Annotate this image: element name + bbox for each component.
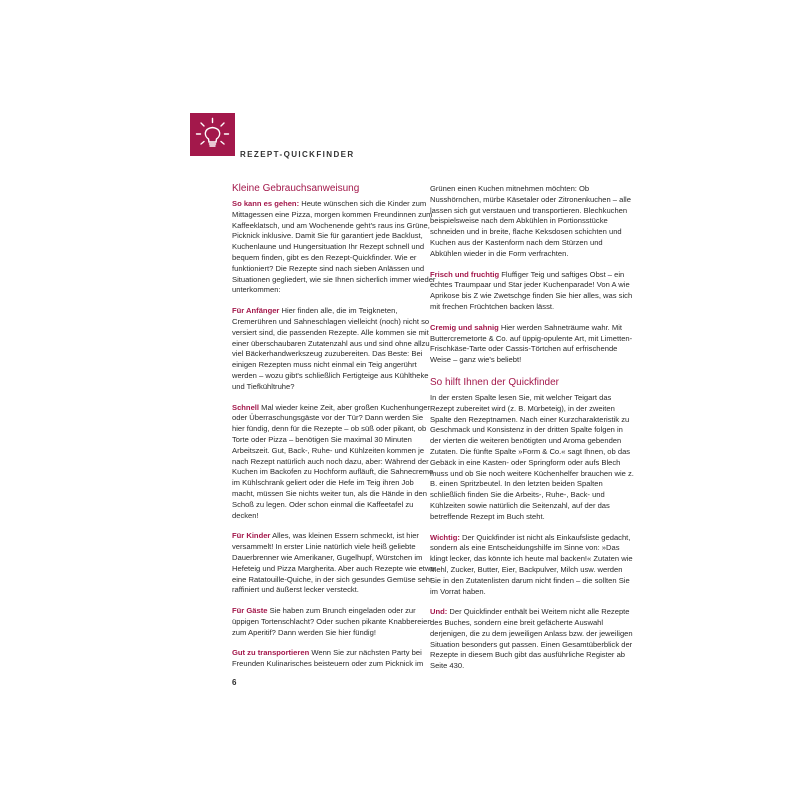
paragraph-text: Hier finden alle, die im Teigkneten, Cremerühren und Sahneschlagen vielleicht (noch) nicht so versiert sind, die passenden Rezepte. Alle kommen sie mit einer überschaubaren Zutatenzahl aus und sind ohne allzu viel Bäckerhandwerkszeug zuzubereiten. Das Beste: Bei einigen Rezepten muss nicht einmal ein Teig angerührt werden – wozu gibt's schließlich Fertigteige aus Kühltheke und Tiefkühltruhe?	[232, 306, 430, 391]
keyword: So kann es gehen:	[232, 199, 300, 208]
paragraph-text: Hier werden Sahneträume wahr. Mit Buttercremetorte & Co. auf üppig-opulente Art, mit Limetten-Frischkäse-Tarte oder Cassis-Törtchen auf erfrischende Weise – ganz wie's beliebt!	[430, 322, 633, 365]
paragraph	[430, 533, 635, 598]
keyword: Für Gäste	[232, 606, 268, 616]
paragraph-text: Alles, was kleinen Essern schmeckt, ist hier versammelt! In erster Linie natürlich viele heiß geliebte Dauerbrenner wie Amerikaner, Gugelhupf, Würstchen im Hefeteig und Pizza Margherita. Aber auch Rezepte wie etwa eine Ratatouille-Quiche, in der sich gesundes Gemüse sehr raffiniert und äußerst lecker versteckt.	[232, 531, 435, 595]
paragraph-text: Fluffiger Teig und saftiges Obst – ein echtes Traumpaar und Star jeder Kuchenparade! Von A wie Aprikose bis Z wie Zwetschge finden Sie hier alles, was sich mit frechen Früchtchen backen lässt.	[430, 269, 633, 311]
section-heading: Kleine Gebrauchsanweisung	[232, 183, 360, 194]
paragraph	[232, 306, 437, 392]
paragraph-text: Sie haben zum Brunch eingeladen oder zur üppigen Tortenschlacht? Oder suchen pikante Knabbereien zum Aperitif? Dann werden Sie hier fündig!	[232, 606, 432, 637]
keyword: Frisch und fruchtig	[430, 269, 500, 279]
left-column	[232, 182, 437, 680]
paragraph	[430, 323, 635, 366]
keyword: Schnell	[232, 402, 260, 412]
paragraph	[232, 531, 437, 596]
paragraph-text: Grünen einen Kuchen mitnehmen möchten: Ob Nusshörnchen, mürbe Käsetaler oder Zitronenkuchen – alle lassen sich gut verstauen und transportieren. Blechkuchen beispielsweise nach dem Abkühlen in Portionsstücke schneiden und in breite, flache Keksdosen schichten und Kuchen aus der Kastenform nach dem Stürzen und Abkühlen wieder in die Form verfrachten.	[430, 184, 631, 258]
keyword: Gut zu transportieren	[232, 648, 310, 658]
paragraph-text: Der Quickfinder enthält bei Weitem nicht alle Rezepte des Buches, sondern eine breit gefächerte Auswahl derjenigen, die zu dem jeweiligen Anlass bzw. der jeweiligen Situation besonders gut passen. Einen Gesamtüberblick der Rezepte in diesem Buch gibt das ausführliche Register ab Seite 430.	[430, 607, 633, 671]
paragraph-text: Mal wieder keine Zeit, aber großen Kuchenhunger oder Überraschungsgäste vor der Tür? Dann werden Sie hier fündig, denn für die Rezepte – ob süß oder pikant, ob Torte oder Pizza – benötigen Sie maximal 30 Minuten Arbeitszeit. Gut, Back-, Ruhe- und Kühlzeiten kommen je nach Rezept natürlich auch noch dazu, aber: Während der Kuchen im Backofen zu Hochform aufläuft, die Sahnecreme im Kühlschrank geliert oder die Hefe im Teig ihren Job macht, müssen Sie nichts weiter tun, als die Hände in den Schoß zu legen. Oder schon einmal die Kaffeetafel zu decken!	[232, 402, 434, 520]
paragraph-text: Der Quickfinder ist nicht als Einkaufsliste gedacht, sondern als eine Entscheidungshilfe im Sinne von: »Das klingt lecker, das könnte ich heute mal backen!« Zutaten wie Mehl, Zucker, Butter, Eier, Backpulver, Milch usw. werden Sie in den Zutatenlisten darum nicht finden – die sollten Sie im Vorrat haben.	[430, 532, 633, 596]
keyword: Für Anfänger	[232, 306, 280, 316]
section-icon-box	[190, 113, 235, 156]
paragraph	[232, 403, 437, 522]
lightbulb-icon	[190, 113, 235, 156]
keyword: Cremig und sahnig	[430, 322, 499, 332]
paragraph	[430, 270, 635, 313]
page-number: 6	[232, 678, 237, 687]
paragraph	[430, 607, 635, 672]
section-heading: So hilft Ihnen der Quickfinder	[430, 376, 559, 388]
keyword: Wichtig:	[430, 532, 460, 542]
paragraph-text: In der ersten Spalte lesen Sie, mit welcher Teigart das Rezept zubereitet wird (z. B. Mürbeteig), in der zweiten Spalte den Rezeptnamen. Nach einer Kurzcharakteristik zu Geschmack und Konsistenz in der dritten Spalte folgen in der vierten die weiteren benötigten und Aroma gebenden Zutaten. Die fünfte Spalte »Form & Co.« sagt Ihnen, ob das Gebäck in eine Kasten- oder Springform oder aufs Blech muss und ob Sie noch weitere Küchenhelfer brauchen wie z. B. einen Spritzbeutel. In den letzten beiden Spalten schließlich finden Sie die Arbeits-, Ruhe-, Back- und Kühlzeiten sowie natürlich die Seitenzahl, auf der das betreffende Rezept im Buch steht.	[430, 392, 634, 521]
section-label: REZEPT-QUICKFINDER	[240, 150, 355, 159]
paragraph	[430, 393, 635, 523]
keyword: Und:	[430, 607, 448, 617]
right-column	[430, 184, 635, 682]
paragraph-text: Wenn Sie zur nächsten Party bei Freunden Kulinarisches beisteuern oder zum Picknick im	[232, 648, 424, 669]
keyword: Für Kinder	[232, 531, 271, 541]
paragraph	[232, 606, 437, 638]
paragraph	[232, 199, 437, 296]
paragraph	[232, 648, 437, 670]
paragraph-text: Heute wünschen sich die Kinder zum Mittagessen eine Pizza, morgen kommen Freundinnen zum Kaffeeklatsch, und am Wochenende geht's raus ins Grüne, Picknick inklusive. Damit Sie für garantiert jede Backlust, Kuchenlaune und Hungersituation Ihr Rezept schnell und bequem finden, gibt es den Rezept-Quickfinder. Wie er funktioniert? Die Rezepte sind nach sieben Anlässen und Situationen gegliedert, wie sie Ihnen sicherlich immer wieder unterkommen:	[232, 199, 436, 295]
paragraph	[430, 184, 635, 260]
